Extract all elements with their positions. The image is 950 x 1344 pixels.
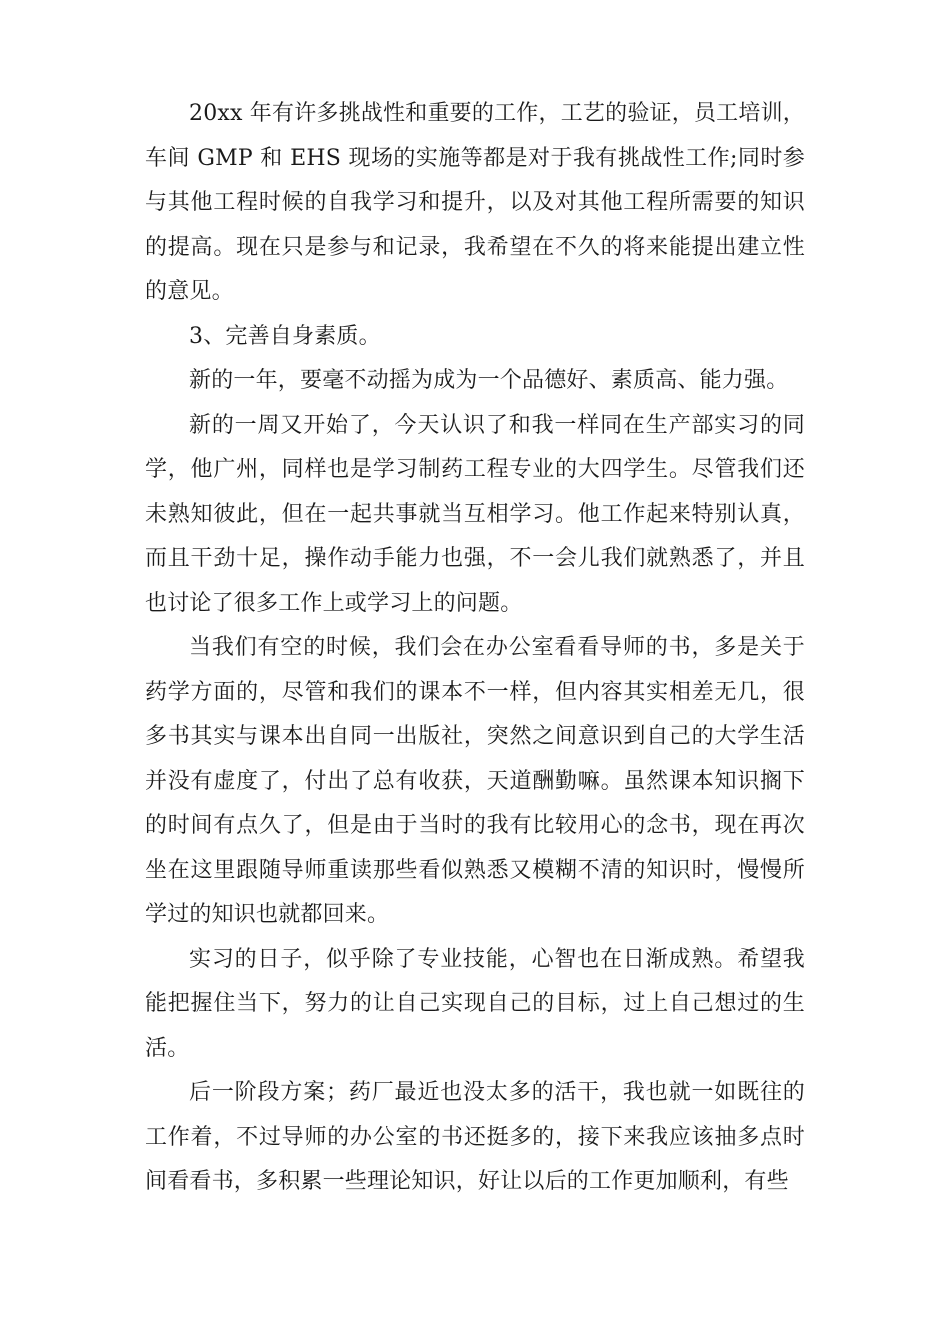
paragraph-new-year-goal: 新的一年，要毫不动摇为成为一个品德好、素质高、能力强。 bbox=[189, 368, 789, 393]
paragraph-section-heading: 3、完善自身素质。 bbox=[189, 323, 381, 349]
paragraph-internship-days: 实习的日子，似乎除了专业技能，心智也在日渐成熟。希望我能把握住当下，努力的让自己实现自己的目标，过上自己想过的生活。 bbox=[145, 946, 805, 1061]
paragraph-reading-books: 当我们有空的时候，我们会在办公室看看导师的书，多是关于药学方面的，尽管和我们的课本不一样，但内容其实相差无几，很多书其实与课本出自同一出版社，突然之间意识到自己的大学生活并没有虚度了，付出了总有收获，天道酬勤嘛。虽然课本知识搁下的时间有点久了，但是由于当时的我有比较用心的念书，现在再次坐在这里跟随导师重读那些看似熟悉又模糊不清的知识时，慢慢所学过的知识也就都回来。 bbox=[145, 635, 805, 927]
paragraph-next-plan: 后一阶段方案；药厂最近也没太多的活干，我也就一如既往的工作着，不过导师的办公室的书还挺多的，接下来我应该抽多点时间看看书，多积累一些理论知识，好让以后的工作更加顺利，有些 bbox=[145, 1080, 805, 1194]
paragraph-work-challenges: 20xx 年有许多挑战性和重要的工作，工艺的验证，员工培训，车间 GMP 和 EHS 现场的实施等都是对于我有挑战性工作;同时参与其他工程时候的自我学习和提升，以及对其他工程所需要的知识的提高。现在只是参与和记录，我希望在不久的将来能提出建立性的意见。 bbox=[145, 101, 805, 304]
paragraph-new-week: 新的一周又开始了，今天认识了和我一样同在生产部实习的同学，他广州，同样也是学习制药工程专业的大四学生。尽管我们还未熟知彼此，但在一起共事就当互相学习。他工作起来特别认真，而且干劲十足，操作动手能力也强，不一会儿我们就熟悉了，并且也讨论了很多工作上或学习上的问题。 bbox=[145, 412, 805, 616]
document-body bbox=[145, 92, 805, 1205]
